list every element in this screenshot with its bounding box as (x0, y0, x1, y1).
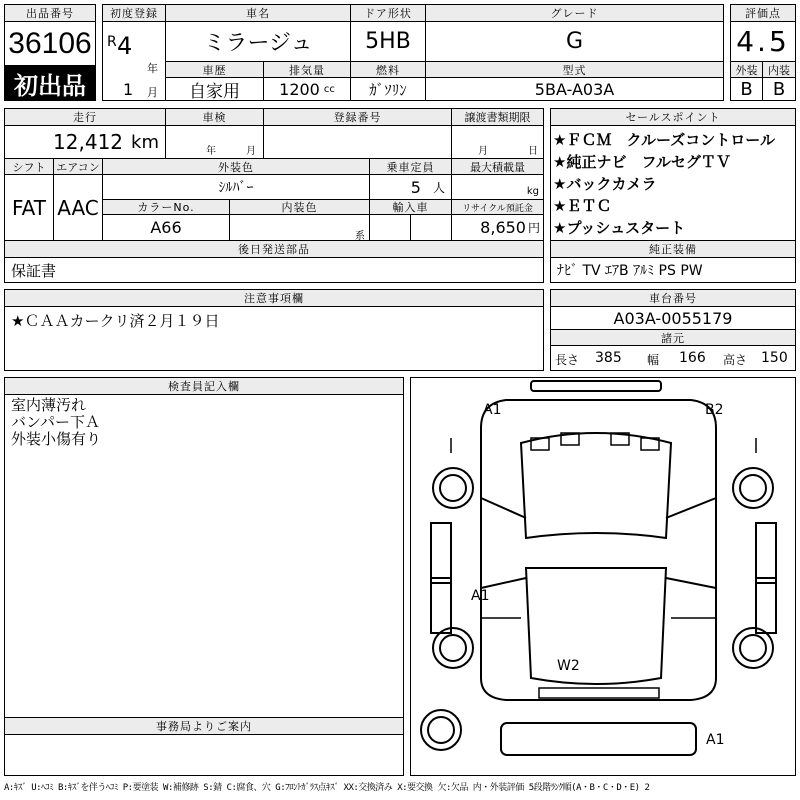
car-diagram-svg (411, 378, 796, 776)
transfer-label: 譲渡書類期限 (451, 108, 544, 126)
length-label: 長さ (555, 353, 580, 367)
office-notes (4, 734, 404, 776)
recycle-cell (451, 214, 544, 241)
notes: ★ＣＡＡカークリ済２月１９日 (4, 306, 544, 371)
fuel-label: 燃料 (350, 61, 426, 78)
capacity: 5 (410, 177, 421, 197)
displacement: 1200 (279, 79, 320, 99)
displacement-label: 排気量 (263, 61, 351, 78)
max-load-unit: kg (526, 186, 539, 197)
notes-label: 注意事項欄 (4, 289, 544, 307)
shift-label: シフト (4, 158, 54, 175)
reg-month: 1 (123, 80, 134, 99)
transfer-day-unit: 日 (528, 146, 538, 157)
ac-label: エアコン (53, 158, 103, 175)
sales-point-item: ★プッシュスタート (553, 219, 686, 237)
lot-no-label: 出品番号 (4, 4, 96, 22)
year-unit: 年 (147, 62, 158, 75)
color-no: A66 (102, 214, 230, 241)
damage-legend: A:ｷｽﾞ U:ﾍｺﾐ B:ｷｽﾞを伴うﾍｺﾐ P:要塗装 W:補修跡 S:錆 C:腐食、穴 G:ﾌﾛﾝﾄｶﾞﾗｽ点ｷｽﾞ XX:交換済み X:要交換 欠:欠品 内・外装評価 5段階ﾗﾝｸ順(A・B・C・D・E) 2 (4, 783, 650, 793)
max-load-label: 最大積載量 (451, 158, 544, 175)
door-type: 5HB (350, 21, 426, 62)
reg-no-cell (263, 125, 452, 159)
seat-lines (451, 433, 756, 698)
displacement-cell (263, 77, 351, 101)
transfer-month-unit: 月 (478, 146, 488, 157)
capacity-cell (369, 174, 452, 200)
fuel: ｶﾞｿﾘﾝ (350, 77, 426, 101)
inspector-line: 外装小傷有り (11, 430, 102, 448)
sales-point-item: ★ＥＴＣ (553, 197, 612, 215)
recycle-label: リサイクル預託金 (451, 199, 544, 215)
height-label: 高さ (723, 353, 748, 367)
damage-mark: W2 (557, 658, 580, 674)
reg-no-label: 登録番号 (263, 108, 452, 126)
month-unit: 月 (147, 86, 158, 99)
interior-grade: B (762, 77, 796, 101)
transfer-cell (451, 125, 544, 159)
inspection-cell (165, 125, 264, 159)
mileage-unit: km (131, 131, 159, 153)
damage-mark: A1 (483, 402, 502, 418)
inspector-line: 室内薄汚れ (11, 396, 87, 414)
damage-mark: A1 (471, 588, 490, 604)
history-label: 車歴 (165, 61, 264, 78)
exterior-label: 外装 (730, 61, 763, 78)
height: 150 (761, 350, 788, 366)
exterior-grade: B (730, 77, 763, 101)
chassis-label: 車台番号 (550, 289, 796, 307)
mileage: 12,412 (53, 130, 124, 154)
wheels (421, 468, 773, 750)
damage-mark: B2 (705, 402, 724, 418)
import-cell-a (369, 214, 411, 241)
equipment-label: 純正装備 (550, 240, 796, 258)
displacement-unit: cc (323, 83, 335, 95)
sales-point-item: ★純正ナビ フルセグＴＶ (553, 153, 731, 171)
ext-color-label: 外装色 (102, 158, 370, 175)
score: 4.5 (730, 21, 796, 62)
damage-diagram (410, 377, 796, 776)
mileage-label: 走行 (4, 108, 166, 126)
damage-mark: A1 (706, 732, 725, 748)
model-label: 型式 (425, 61, 724, 78)
inspection-label: 車検 (165, 108, 264, 126)
inspection-year-unit: 年 (206, 146, 216, 157)
capacity-label: 乗車定員 (369, 158, 452, 175)
dims-cell (550, 345, 796, 371)
interior-label: 内装 (762, 61, 796, 78)
inspector-notes (4, 394, 404, 718)
grade-label: グレード (425, 4, 724, 22)
car-name-label: 車名 (165, 4, 351, 22)
damage-marks (471, 402, 724, 748)
int-color-unit: 系 (355, 231, 365, 241)
inspector-label: 検査員記入欄 (4, 377, 404, 395)
later-parts-label: 後日発送部品 (4, 240, 544, 258)
import-label: 輸入車 (369, 199, 452, 215)
recycle: 8,650 (480, 218, 526, 237)
int-color-label: 内装色 (229, 199, 370, 215)
dims-label: 諸元 (550, 329, 796, 346)
sales-points-label: セールスポイント (550, 108, 796, 126)
sales-point-item: ★ＦＣＭ クルーズコントロール (553, 131, 775, 149)
era: R (107, 34, 117, 50)
inspector-line: バンパー下Ａ (11, 413, 100, 431)
first-reg-cell (102, 21, 166, 101)
first-reg-label: 初度登録 (102, 4, 166, 22)
reg-year: 4 (117, 32, 133, 60)
sales-point-item: ★バックカメラ (553, 175, 657, 193)
car-name: ミラージュ (165, 21, 351, 62)
shift: FAT (4, 174, 54, 241)
max-load-cell (451, 174, 544, 200)
first-listing-badge: 初出品 (4, 65, 96, 101)
car-outline (431, 381, 776, 755)
import-cell-b (410, 214, 452, 241)
recycle-unit: 円 (527, 221, 540, 235)
lot-no: 36106 (4, 21, 96, 66)
door-label: ドア形状 (350, 4, 426, 22)
width-label: 幅 (647, 353, 660, 367)
ac: AAC (53, 174, 103, 241)
office-label: 事務局よりご案内 (4, 717, 404, 735)
ext-color: ｼﾙﾊﾞｰ (102, 174, 370, 200)
mileage-cell (4, 125, 166, 159)
inspection-month-unit: 月 (246, 146, 256, 157)
later-parts: 保証書 (4, 257, 544, 283)
grade: G (425, 21, 724, 62)
int-color-cell (229, 214, 370, 241)
history: 自家用 (165, 77, 264, 101)
equipment: ﾅﾋﾞ TV ｴｱB ｱﾙﾐ PS PW (550, 257, 796, 283)
capacity-unit: 人 (432, 180, 445, 195)
chassis-no: A03A-0055179 (550, 306, 796, 330)
color-no-label: カラーNo. (102, 199, 230, 215)
score-label: 評価点 (730, 4, 796, 22)
sales-points-list (550, 125, 796, 241)
width: 166 (679, 350, 706, 366)
model: 5BA-A03A (425, 77, 724, 101)
length: 385 (595, 350, 622, 366)
